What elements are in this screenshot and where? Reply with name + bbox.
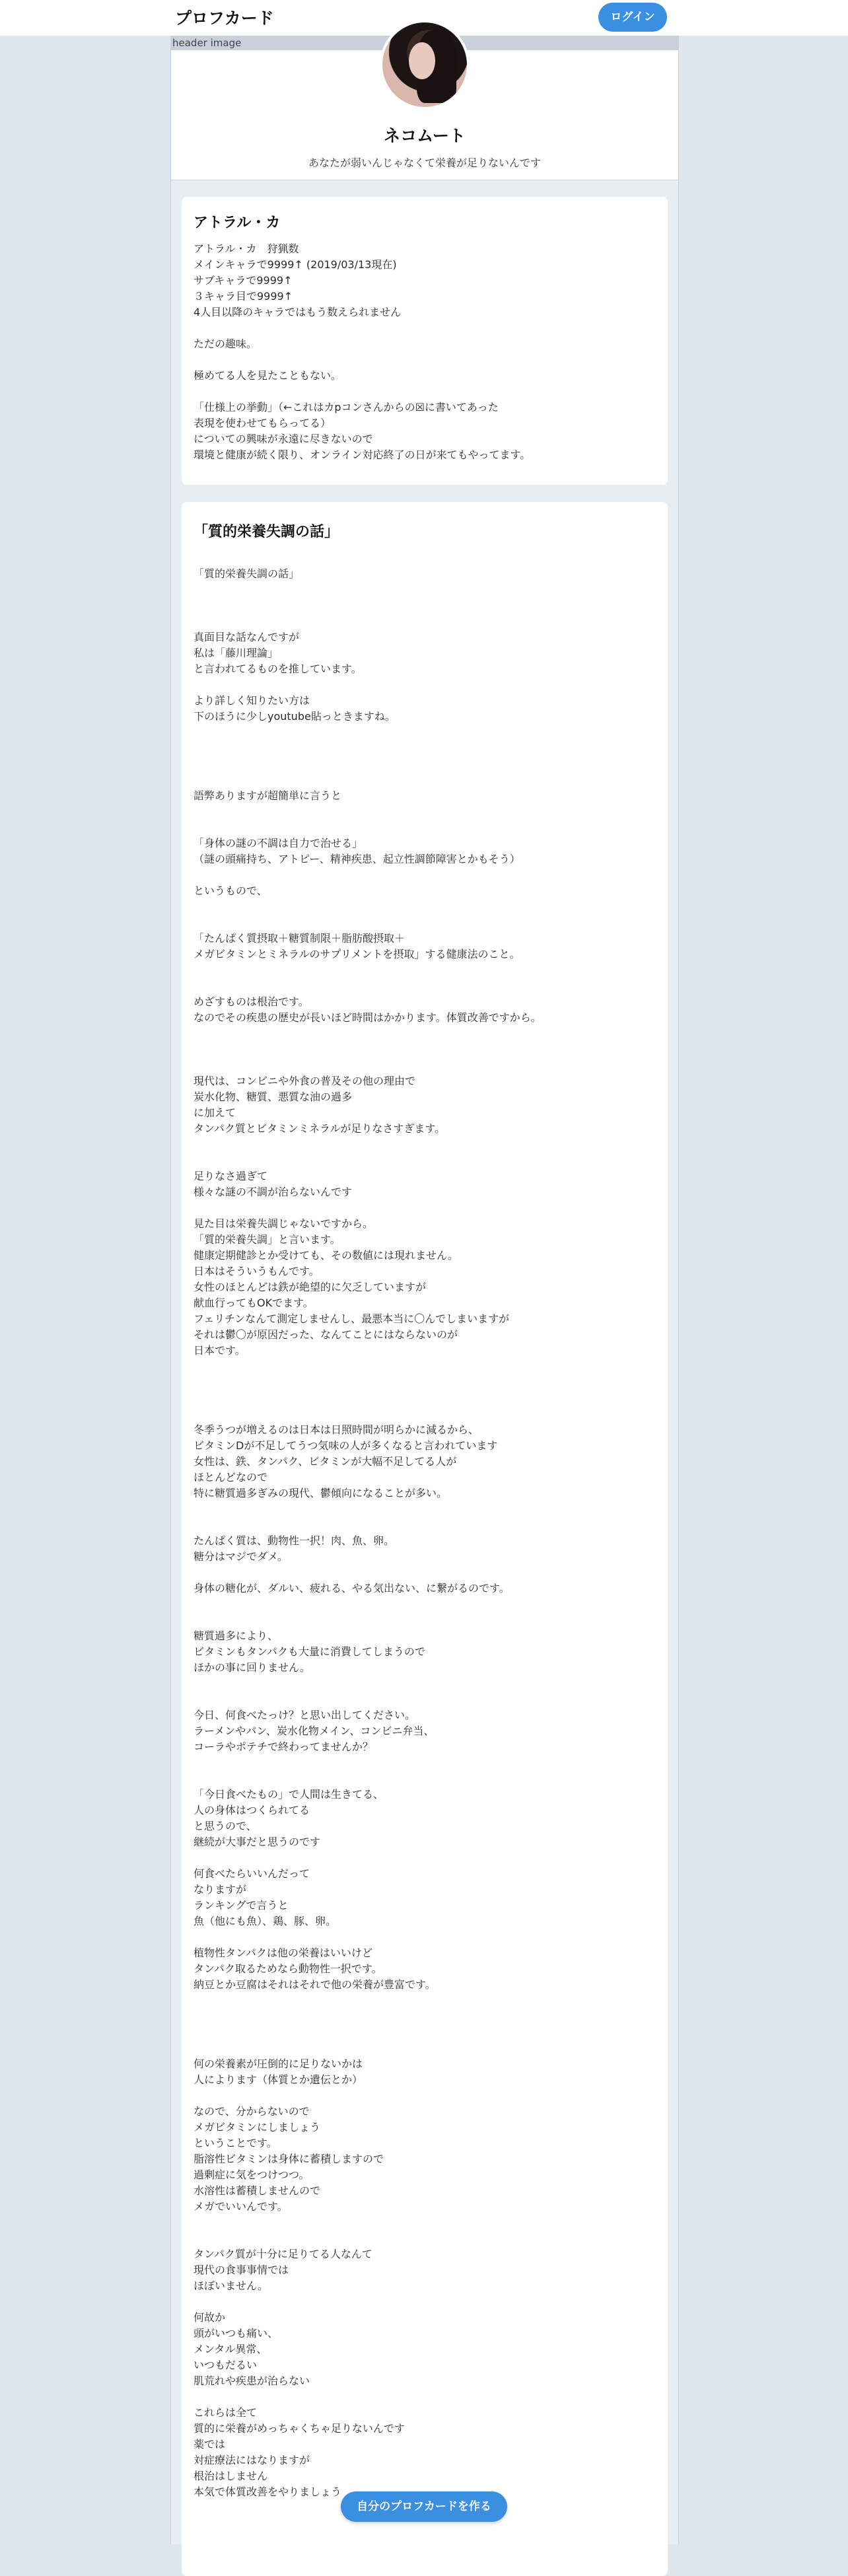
card-title: 「質的栄養失調の話」 <box>194 524 339 540</box>
card-body: アトラル・カ 狩猟数 メインキャラで9999↑ (2019/03/13現在) サブキャラで9999↑ ３キャラ目で9999↑ 4人目以降のキャラではもう数えられません ただの趣味。 極めてる人を見たこともない。 「仕様上の挙動」（←これはカpコンさんからの☒に書いてあった 表現を使わせてもらってる） についての興味が永遠に尽きないので 環境と健康が続く限り、オンライン対応終了の日が来てもやってます。 <box>194 242 531 461</box>
profile-column <box>170 36 679 2544</box>
profile-card-atoral <box>182 197 668 485</box>
header-image: header image <box>171 36 678 50</box>
card-title: アトラル・カ <box>194 215 281 231</box>
profile-card-nutrition <box>182 502 668 2576</box>
avatar <box>380 20 470 110</box>
profile-bio: あなたが弱いんじゃなくて栄養が足りないんです <box>308 157 541 169</box>
login-button[interactable]: ログイン <box>598 3 667 32</box>
create-profile-card-button[interactable]: 自分のプロフカードを作る <box>341 2491 507 2522</box>
profile-section <box>171 50 678 180</box>
site-logo[interactable]: プロフカード <box>175 9 274 28</box>
avatar-face <box>409 42 435 79</box>
card-body: 「質的栄養失調の話」 真面目な話なんですが 私は「藤川理論」 と言われてるものを推しています。 より詳しく知りたい方は 下のほうに少しyoutube貼っときますね。 語弊ありますが超簡単に言うと 「身体の謎の不調は自力で治せる」 （謎の頭痛持ち、アトピー、精神疾患、起立性調節障害とかもそう） というもので、 「たんぱく質摂取＋糖質制限＋脂肪酸摂取＋ メガビタミンとミネラルのサプリメントを摂取」する健康法のこと。 めざすものは根治です。 なのでその疾患の歴史が長いほど時間はかかります。体質改善ですから。 現代は、コンビニや外食の普及その他の理由で 炭水化物、糖質、悪質な油の過多 に加えて タンパク質とビタミンミネラルが足りなさすぎます。 足りなさ過ぎて 様々な謎の不調が治らないんです 見た目は栄養失調じゃないですから。 「質的栄養失調」と言います。 健康定期健診とか受けても、その数値には現れません。 日本はそういうもんです。 女性のほとんどは鉄が絶望的に欠乏していますが 献血行ってもOKでます。 フェリチンなんて測定しませんし、最悪本当に〇んでしまいますが それは鬱〇が原因だった、なんてことにはならないのが 日本です。 冬季うつが増えるのは日本は日照時間が明らかに減るから、 ビタミンDが不足してうつ気味の人が多くなると言われています 女性は、鉄、タンパク、ビタミンが大幅不足してる人が ほとんどなので 特に糖質過多ぎみの現代、鬱傾向になることが多い。 たんぱく質は、動物性一択！肉、魚、卵。 糖分はマジでダメ。 身体の糖化が、ダルい、疲れる、やる気出ない、に繋がるのです。 糖質過多により、 ビタミンもタンパクも大量に消費してしまうので ほかの事に回りません。 今日、何食べたっけ？と思い出してください。 ラーメンやパン、炭水化物メイン、コンビニ弁当、 コーラやポテチで終わってませんか？ 「今日食べたもの」で人間は生きてる、 人の身体はつくられてる と思うので、 継続が大事だと思うのです 何食べたらいいんだって なりますが ランキングで言うと 魚（他にも魚）、鶏、豚、卵。 植物性タンパクは他の栄養はいいけど タンパク取るためなら動物性一択です。 納豆とか豆腐はそれはそれで他の栄養が豊富です。 何の栄養素が圧倒的に足りないかは 人によります（体質とか遺伝とか） なので、分からないので メガビタミンにしましょう ということです。 脂溶性ビタミンは身体に蓄積しますので 過剰症に気をつけつつ。 水溶性は蓄積しませんので メガでいいんです。 タンパク質が十分に足りてる人なんて 現代の食事事情では ほぼいません。 何故か 頭がいつも痛い、 メンタル異常、 いつもだるい 肌荒れや疾患が治らない これらは全て 質的に栄養がめっちゃくちゃ足りないんです 薬では 対症療法にはなりますが 根治はしません 本気で体質改善をやりましょう <box>194 567 542 2498</box>
profile-name: ネコムート <box>384 126 466 145</box>
